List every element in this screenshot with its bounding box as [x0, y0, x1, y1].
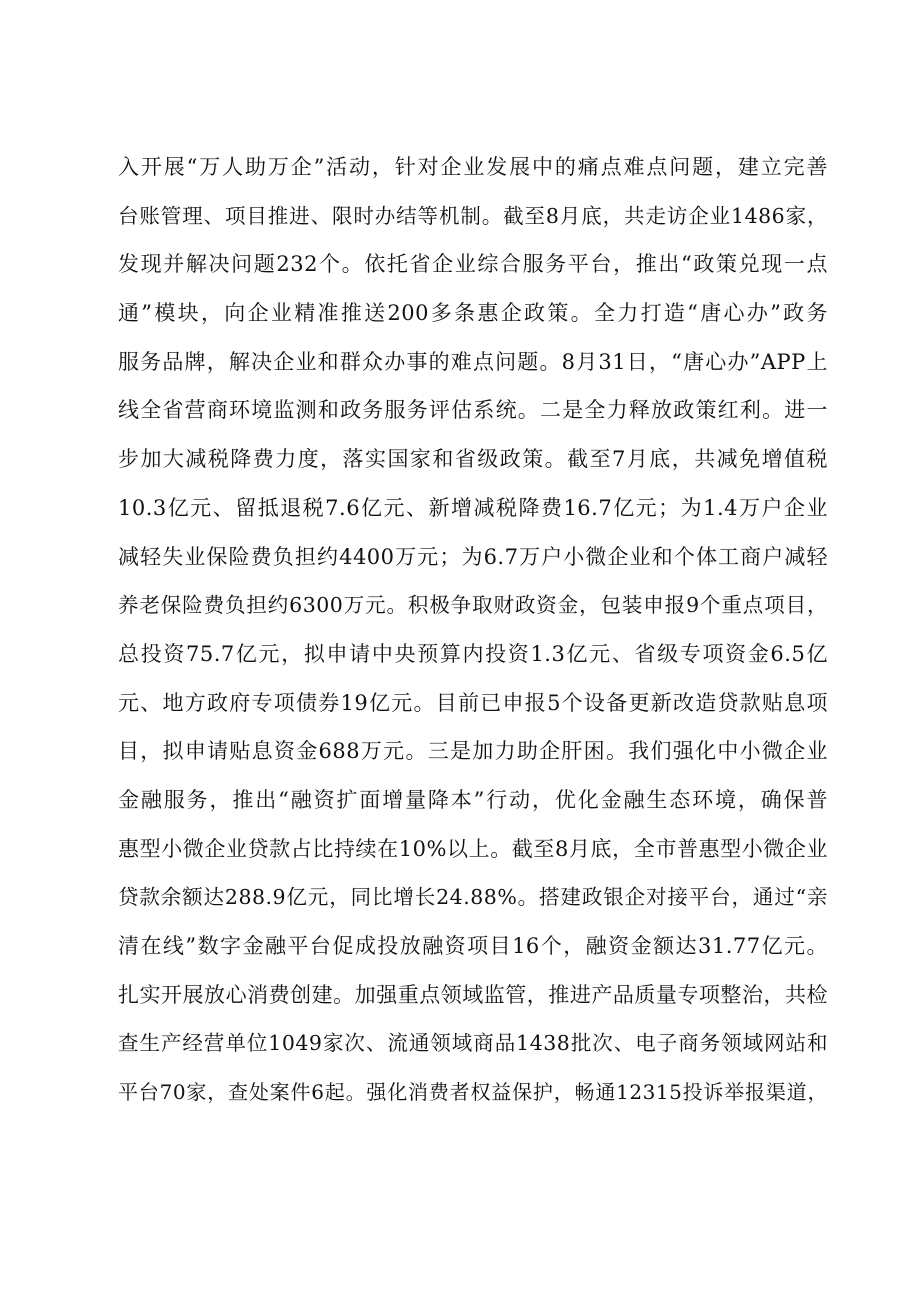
text-line: 线全省营商环境监测和政务服务评估系统。二是全力释放政策红利。进一: [118, 398, 828, 423]
text-line: 入开展“万人助万企”活动，针对企业发展中的痛点难点问题，建立完善: [118, 155, 828, 179]
text-line: 养老保险费负担约6300万元。积极争取财政资金，包装申报9个重点项目，: [118, 593, 828, 618]
text-line: 10.3亿元、留抵退税7.6亿元、新增减税降费16.7亿元；为1.4万户企业: [118, 495, 828, 520]
text-line: 发现并解决问题232个。依托省企业综合服务平台，推出“政策兑现一点: [118, 252, 828, 277]
text-line: 平台70家，查处案件6起。强化消费者权益保护，畅通12315投诉举报渠道，: [118, 1080, 828, 1105]
text-line: 惠型小微企业贷款占比持续在10%以上。截至8月底，全市普惠型小微企业: [118, 836, 828, 861]
text-line: 金融服务，推出“融资扩面增量降本”行动，优化金融生态环境，确保普: [118, 787, 828, 812]
body-text: [118, 143, 828, 1117]
text-line: 台账管理、项目推进、限时办结等机制。截至8月底，共走访企业1486家，: [118, 203, 828, 228]
text-line: 元、地方政府专项债券19亿元。目前已申报5个设备更新改造贷款贴息项: [118, 690, 828, 715]
text-line: 通”模块，向企业精准推送200多条惠企政策。全力打造“唐心办”政务: [118, 301, 828, 326]
text-line: 总投资75.7亿元，拟申请中央预算内投资1.3亿元、省级专项资金6.5亿: [118, 641, 828, 666]
text-line: 贷款余额达288.9亿元，同比增长24.88%。搭建政银企对接平台，通过“亲: [118, 885, 828, 910]
text-line: 清在线”数字金融平台促成投放融资项目16个，融资金额达31.77亿元。: [118, 934, 828, 958]
text-line: 查生产经营单位1049家次、流通领域商品1438批次、电子商务领域网站和: [118, 1031, 828, 1056]
text-line: 服务品牌，解决企业和群众办事的难点问题。8月31日，“唐心办”APP上: [118, 349, 828, 374]
text-line: 目，拟申请贴息资金688万元。三是加力助企肝困。我们强化中小微企业: [118, 739, 828, 764]
text-line: 减轻失业保险费负担约4400万元；为6.7万户小微企业和个体工商户减轻: [118, 544, 828, 569]
text-line: 步加大减税降费力度，落实国家和省级政策。截至7月底，共减免增值税: [118, 447, 828, 472]
text-line: 扎实开展放心消费创建。加强重点领域监管，推进产品质量专项整治，共检: [118, 982, 828, 1007]
